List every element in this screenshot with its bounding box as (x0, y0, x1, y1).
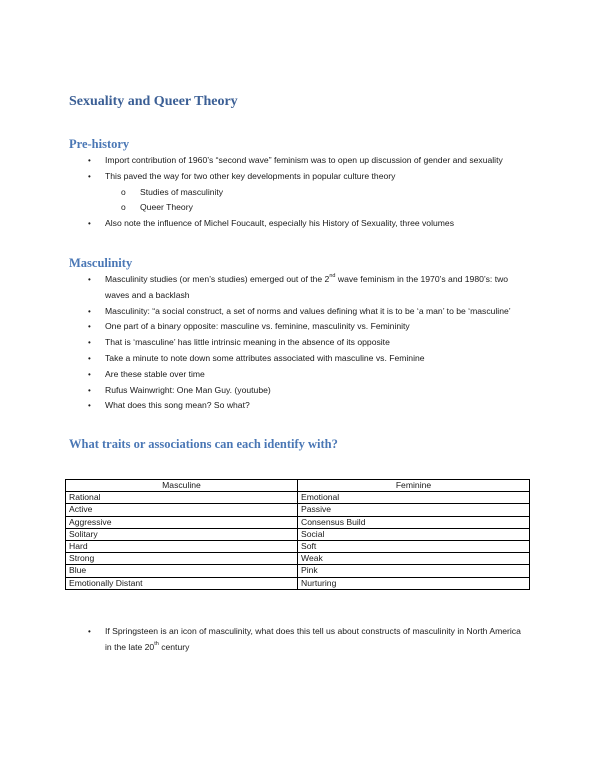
bullet-icon: • (88, 275, 91, 284)
table-row (66, 565, 530, 577)
masculinity-list (0, 272, 595, 414)
bullet-icon: • (88, 322, 91, 332)
cell-masculine: Strong (66, 553, 298, 565)
cell-masculine: Aggressive (66, 516, 298, 528)
cell-feminine: Emotional (298, 492, 530, 504)
list-item (0, 185, 595, 201)
bullet-icon: • (88, 156, 91, 165)
bullet-icon: • (88, 369, 91, 379)
item-text: Masculinity studies (or men’s studies) emerged out of the 2 (105, 274, 330, 284)
cell-masculine: Emotionally Distant (66, 577, 298, 589)
traits-table (65, 479, 530, 590)
cell-masculine: Blue (66, 565, 298, 577)
cell-feminine: Consensus Build (298, 516, 530, 528)
cell-feminine: Nurturing (298, 577, 530, 589)
bullet-icon: • (88, 338, 91, 348)
table-row (66, 553, 530, 565)
cell-feminine: Soft (298, 541, 530, 553)
item-text: One part of a binary opposite: masculine vs. feminine, masculinity vs. Femininity (105, 321, 410, 332)
item-text-cont: century (158, 641, 190, 652)
list-item (0, 319, 525, 335)
superscript: nd (329, 273, 336, 280)
list-item (0, 272, 525, 304)
column-header-feminine: Feminine (298, 480, 530, 492)
table-row (66, 504, 530, 516)
item-text: Studies of masculinity (140, 186, 224, 197)
list-item (0, 200, 595, 216)
list-item (0, 216, 525, 232)
list-item (0, 304, 525, 320)
cell-feminine: Social (298, 528, 530, 540)
table-header-row (66, 480, 530, 492)
item-text: Masculinity: “a social construct, a set of norms and values defining what it is to be ‘a man’ to be ‘masculine’ (105, 305, 511, 316)
list-item (0, 169, 525, 185)
item-text: Take a minute to note down some attributes associated with masculine vs. Feminine (105, 352, 425, 363)
item-text: What does this song mean? So what? (105, 400, 250, 411)
closing-list (0, 624, 595, 656)
heading-traits: What traits or associations can each identify with? (69, 437, 338, 451)
bullet-icon: • (88, 385, 91, 395)
cell-masculine: Solitary (66, 528, 298, 540)
document-title: Sexuality and Queer Theory (69, 94, 238, 109)
bullet-icon: • (88, 171, 91, 181)
list-item (0, 383, 525, 399)
sub-bullet-icon: o (121, 202, 126, 213)
list-item (0, 335, 525, 351)
bullet-icon: • (88, 627, 91, 636)
bullet-icon: • (88, 306, 91, 316)
sub-bullet-icon: o (121, 186, 126, 197)
item-text: Rufus Wainwright: One Man Guy. (youtube) (105, 384, 271, 395)
list-item (0, 153, 525, 169)
item-text: Queer Theory (140, 202, 193, 213)
cell-masculine: Hard (66, 541, 298, 553)
cell-masculine: Rational (66, 492, 298, 504)
item-text: If Springsteen is an icon of masculinity, what does this tell us about constructs of masculinity in North America in the late 20 (105, 626, 521, 652)
bullet-icon: • (88, 353, 91, 363)
table-row (66, 577, 530, 589)
item-text: That is ‘masculine’ has little intrinsic meaning in the absence of its opposite (105, 337, 390, 348)
list-item (0, 624, 525, 656)
superscript: th (154, 640, 159, 647)
item-text: Also note the influence of Michel Foucault, especially his History of Sexuality, three volumes (105, 218, 455, 229)
prehistory-list (0, 153, 595, 232)
bullet-icon: • (88, 401, 91, 411)
list-item (0, 367, 525, 383)
item-text: This paved the way for two other key developments in popular culture theory (105, 170, 396, 181)
heading-prehistory: Pre-history (69, 137, 130, 151)
table-row (66, 541, 530, 553)
cell-feminine: Pink (298, 565, 530, 577)
cell-masculine: Active (66, 504, 298, 516)
list-item (0, 398, 525, 414)
cell-feminine: Passive (298, 504, 530, 516)
item-text: Are these stable over time (105, 368, 205, 379)
item-text: Import contribution of 1960’s “second wave” feminism was to open up discussion of gender and sexuality (105, 155, 503, 165)
heading-masculinity: Masculinity (69, 256, 133, 270)
bullet-icon: • (88, 219, 91, 229)
cell-feminine: Weak (298, 553, 530, 565)
list-item (0, 351, 525, 367)
table-row (66, 528, 530, 540)
column-header-masculine: Masculine (66, 480, 298, 492)
table-row (66, 516, 530, 528)
item-text-cont: wave feminism in the 1970’s and 1980’s: two waves and a backlash (105, 274, 509, 300)
table-row (66, 492, 530, 504)
